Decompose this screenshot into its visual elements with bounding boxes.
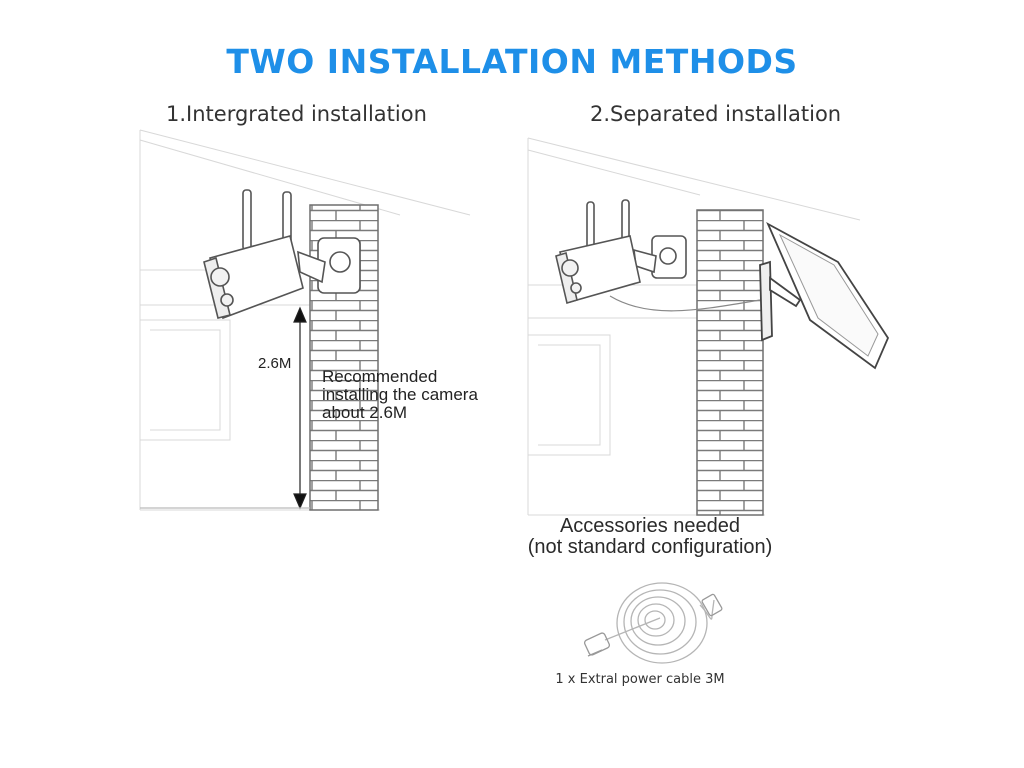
page-title: TWO INSTALLATION METHODS [226, 42, 798, 81]
recommendation-text [322, 368, 478, 422]
height-dimension [140, 308, 310, 508]
accessories-note [440, 516, 860, 558]
house-outline-right [528, 138, 860, 515]
accessories-line: (not standard configuration) [527, 536, 773, 558]
method-1-heading: 1.Intergrated installation [166, 102, 427, 126]
camera-right [556, 200, 686, 303]
power-cable-icon [584, 583, 723, 663]
solar-panel [760, 224, 888, 368]
height-label: 2.6M [258, 355, 292, 372]
recommendation-line: Recommended [322, 367, 438, 386]
method-2-heading: 2.Separated installation [590, 102, 842, 126]
recommendation-line: about 2.6M [322, 403, 408, 422]
brick-wall-right [697, 210, 763, 515]
cable-caption: 1 x Extral power cable 3M [555, 672, 725, 687]
accessories-line: Accessories needed [559, 515, 741, 537]
recommendation-line: installing the camera [322, 385, 478, 404]
